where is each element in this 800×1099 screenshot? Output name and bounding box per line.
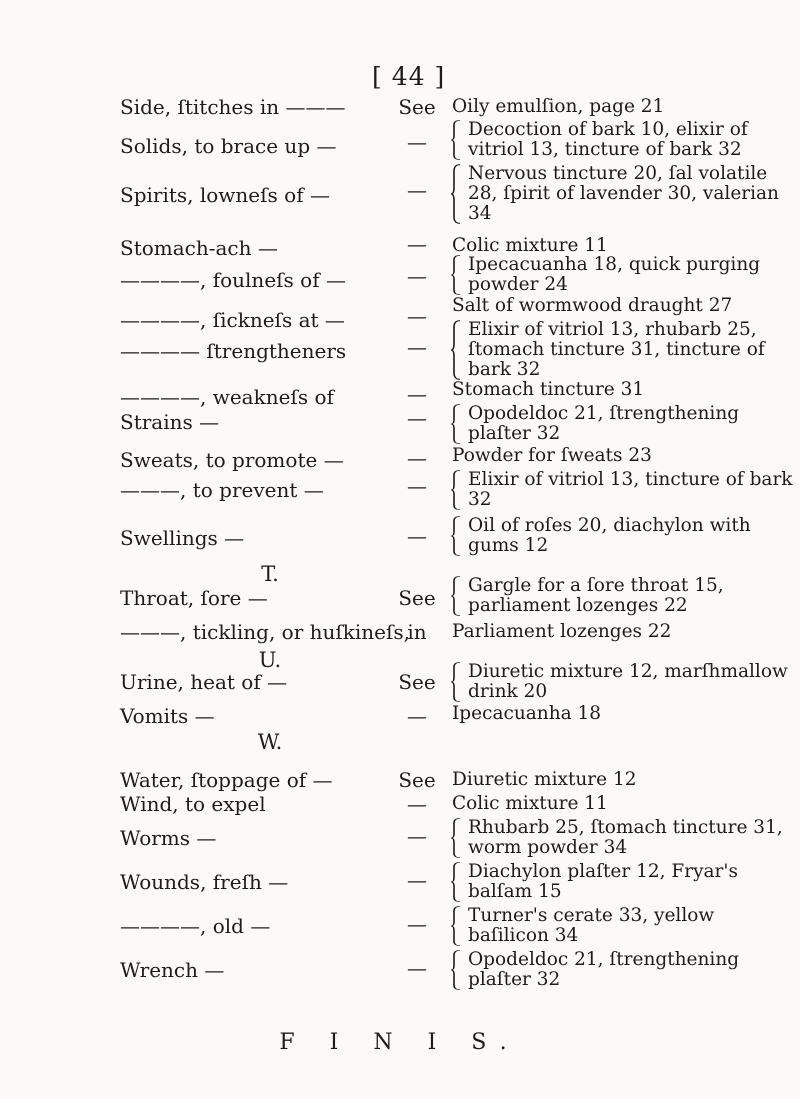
ditto-marker: — bbox=[407, 704, 427, 728]
entry-reference: Diuretic mixture 12, marſhmallow drink 20 bbox=[468, 661, 788, 702]
entry-term: Strains — bbox=[120, 410, 220, 434]
in-marker: in bbox=[407, 620, 427, 644]
entry-reference: Colic mixture 11 bbox=[452, 793, 608, 814]
entry-term: ———— ſtrengtheners bbox=[120, 339, 347, 363]
entry-reference: Powder for ſweats 23 bbox=[452, 445, 652, 466]
entry-reference: Decoction of bark 10, elixir of vitriol 13, tincture of bark 32 bbox=[468, 119, 748, 160]
entry-term: ————, ſickneſs at — bbox=[120, 308, 345, 332]
entry-term: Solids, to brace up — bbox=[120, 134, 337, 158]
ditto-marker: — bbox=[407, 474, 427, 498]
entry-reference: Elixir of vitriol 13, rhubarb 25, ſtomach tincture 31, tincture of bark 32 bbox=[468, 319, 765, 380]
entry-reference: Ipecacuanha 18 bbox=[452, 703, 602, 724]
entry-reference: Nervous tincture 20, ſal volatile 28, ſpirit of lavender 30, valerian 34 bbox=[468, 163, 779, 224]
entry-reference: Diuretic mixture 12 bbox=[452, 769, 637, 790]
entry-term: ———, tickling, or huſkineſs, bbox=[120, 620, 411, 644]
see-marker: See bbox=[398, 670, 436, 694]
section-letter-t: T. bbox=[261, 562, 279, 586]
entry-term: ————, old — bbox=[120, 914, 271, 938]
entry-term: Sweats, to promote — bbox=[120, 448, 344, 472]
section-letter-u: U. bbox=[258, 648, 282, 672]
entry-reference: Stomach tincture 31 bbox=[452, 379, 645, 400]
ditto-marker: — bbox=[407, 824, 427, 848]
ditto-marker: — bbox=[407, 446, 427, 470]
ditto-marker: — bbox=[407, 956, 427, 980]
ditto-marker: — bbox=[407, 868, 427, 892]
entry-term: Wounds, freſh — bbox=[120, 870, 289, 894]
entry-term: ————, foulneſs of — bbox=[120, 268, 346, 292]
entry-term: Vomits — bbox=[120, 704, 215, 728]
ditto-marker: — bbox=[407, 382, 427, 406]
ditto-marker: — bbox=[407, 130, 427, 154]
ditto-marker: — bbox=[407, 792, 427, 816]
entry-term: Worms — bbox=[120, 826, 217, 850]
entry-term: ———, to prevent — bbox=[120, 478, 324, 502]
finis-footer: F I N I S. bbox=[279, 1030, 521, 1055]
entry-term: Throat, ſore — bbox=[120, 586, 268, 610]
entry-reference: Diachylon plaſter 12, Fryar's balſam 15 bbox=[468, 861, 738, 902]
entry-reference: Rhubarb 25, ſtomach tincture 31, worm powder 34 bbox=[468, 817, 783, 858]
ditto-marker: — bbox=[407, 406, 427, 430]
ditto-marker: — bbox=[407, 335, 427, 359]
ditto-marker: — bbox=[407, 304, 427, 328]
entry-term: Urine, heat of — bbox=[120, 670, 288, 694]
see-marker: See bbox=[398, 768, 436, 792]
ditto-marker: — bbox=[407, 524, 427, 548]
entry-reference: Ipecacuanha 18, quick purging powder 24 bbox=[468, 254, 761, 295]
ditto-marker: — bbox=[407, 178, 427, 202]
ditto-marker: — bbox=[407, 912, 427, 936]
page-number: [ 44 ] bbox=[372, 62, 446, 91]
entry-reference: Elixir of vitriol 13, tincture of bark 32 bbox=[468, 469, 793, 510]
entry-reference: Oily emulſion, page 21 bbox=[452, 96, 665, 117]
section-letter-w: W. bbox=[257, 730, 283, 754]
entry-reference: Opodeldoc 21, ſtrengthening plaſter 32 bbox=[468, 949, 740, 990]
see-marker: See bbox=[398, 95, 436, 119]
entry-term: Stomach-ach — bbox=[120, 236, 278, 260]
entry-term: Wrench — bbox=[120, 958, 225, 982]
entry-term: ————, weakneſs of bbox=[120, 385, 334, 409]
ditto-marker: — bbox=[407, 232, 427, 256]
entry-reference: Opodeldoc 21, ſtrengthening plaſter 32 bbox=[468, 403, 740, 444]
entry-term: Wind, to expel bbox=[120, 792, 266, 816]
entry-reference: Turner's cerate 33, yellow baſilicon 34 bbox=[468, 905, 715, 946]
see-marker: See bbox=[398, 586, 436, 610]
entry-term: Spirits, lowneſs of — bbox=[120, 183, 330, 207]
entry-reference: Colic mixture 11 bbox=[452, 235, 608, 256]
entry-term: Water, ſtoppage of — bbox=[120, 768, 333, 792]
entry-term: Side, ſtitches in ——— bbox=[120, 95, 346, 119]
entry-reference: Salt of wormwood draught 27 bbox=[452, 295, 733, 316]
entry-reference: Parliament lozenges 22 bbox=[452, 621, 672, 642]
entry-term: Swellings — bbox=[120, 526, 245, 550]
entry-reference: Oil of roſes 20, diachylon with gums 12 bbox=[468, 515, 751, 556]
entry-reference: Gargle for a ſore throat 15, parliament lozenges 22 bbox=[468, 575, 724, 616]
ditto-marker: — bbox=[407, 264, 427, 288]
